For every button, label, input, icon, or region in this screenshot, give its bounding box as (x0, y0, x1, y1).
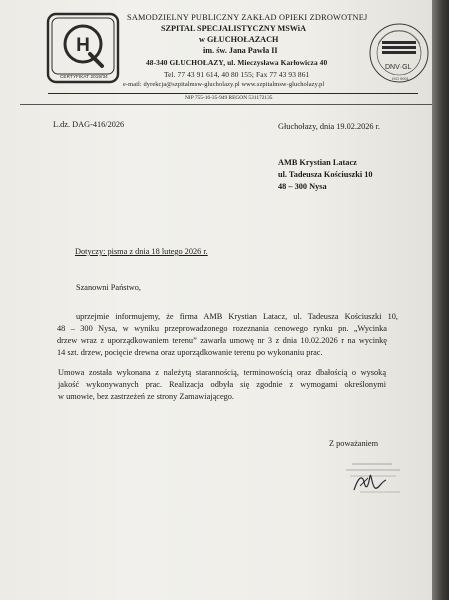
paragraph-1-line-1: uprzejmie informujemy, że firma AMB Krystian Latacz, ul. Tadeusza Kościuszki 10, (76, 312, 398, 321)
recipient-name: AMB Krystian Latacz (278, 158, 357, 167)
header-email: e-mail: dyrekcja@szpitalmsw-glucholazy.pl www.szpitalmsw-glucholazy.pl (123, 81, 325, 88)
svg-text:H: H (76, 35, 90, 56)
dnv-gl-label: DNV·GL (385, 64, 412, 71)
recipient-city: 48 – 300 Nysa (278, 182, 327, 191)
iso-label: ISO 9001 (392, 76, 409, 81)
page-edge-shadow (432, 0, 449, 600)
header-divider (48, 93, 418, 94)
certificate-label: CERTYFIKAT 2019/34 (60, 74, 108, 79)
subject-line: Dotyczy: pisma z dnia 18 lutego 2026 r. (75, 247, 208, 256)
place-date: Głuchołazy, dnia 19.02.2026 r. (278, 122, 381, 131)
reference-number: L.dz. DAG-416/2026 (53, 120, 125, 129)
header-tax-ids: NIP 755-16-35-949 REGON 531172135 (185, 95, 273, 101)
header-phone: Tel. 77 43 91 614, 40 80 155; Fax 77 43 93 861 (164, 70, 310, 79)
paragraph-1-line-2: 48 – 300 Nysa, w wyniku przeprowadzonego rozeznania cenowego rynku pn. „Wycinka (57, 324, 387, 333)
dnv-gl-certification-logo (368, 22, 430, 84)
paragraph-2-line-1: Umowa została wykonana z należytą starannością, terminowością oraz dbałością o wysoką (58, 368, 386, 377)
paragraph-2-line-2: jakość wykonywanych prac. Realizacja odbyła się zgodnie z wymogami określonymi (58, 380, 386, 389)
header-institution-line: SAMODZIELNY PUBLICZNY ZAKŁAD OPIEKI ZDROWOTNEJ (127, 13, 368, 22)
header-patron-line: im. św. Jana Pawła II (203, 46, 278, 55)
recipient-street: ul. Tadeusza Kościuszki 10 (278, 170, 373, 179)
header-hospital-name: SZPITAL SPECJALISTYCZNY MSWiA (161, 24, 306, 33)
handwritten-signature (348, 468, 394, 496)
header-city-line: w GŁUCHOŁAZACH (199, 35, 279, 44)
paragraph-1-line-4: 14 szt. drzew, pocięcie drewna oraz uporządkowanie terenu po wykonaniu prac. (57, 348, 323, 357)
paragraph-1-line-3: drzew wraz z uporządkowaniem terenu” zawarła umowę nr 3 z dnia 10.02.2026 r na wycinkę (57, 336, 387, 345)
paragraph-2-line-3: w umowie, bez zastrzeżeń ze strony Zamawiającego. (58, 392, 234, 401)
header-divider-lower (20, 104, 432, 105)
closing: Z poważaniem (329, 439, 379, 448)
header-address: 48-340 GŁUCHOŁAZY, ul. Mieczysława Karłowicza 40 (146, 58, 328, 67)
salutation: Szanowni Państwo, (76, 283, 141, 292)
